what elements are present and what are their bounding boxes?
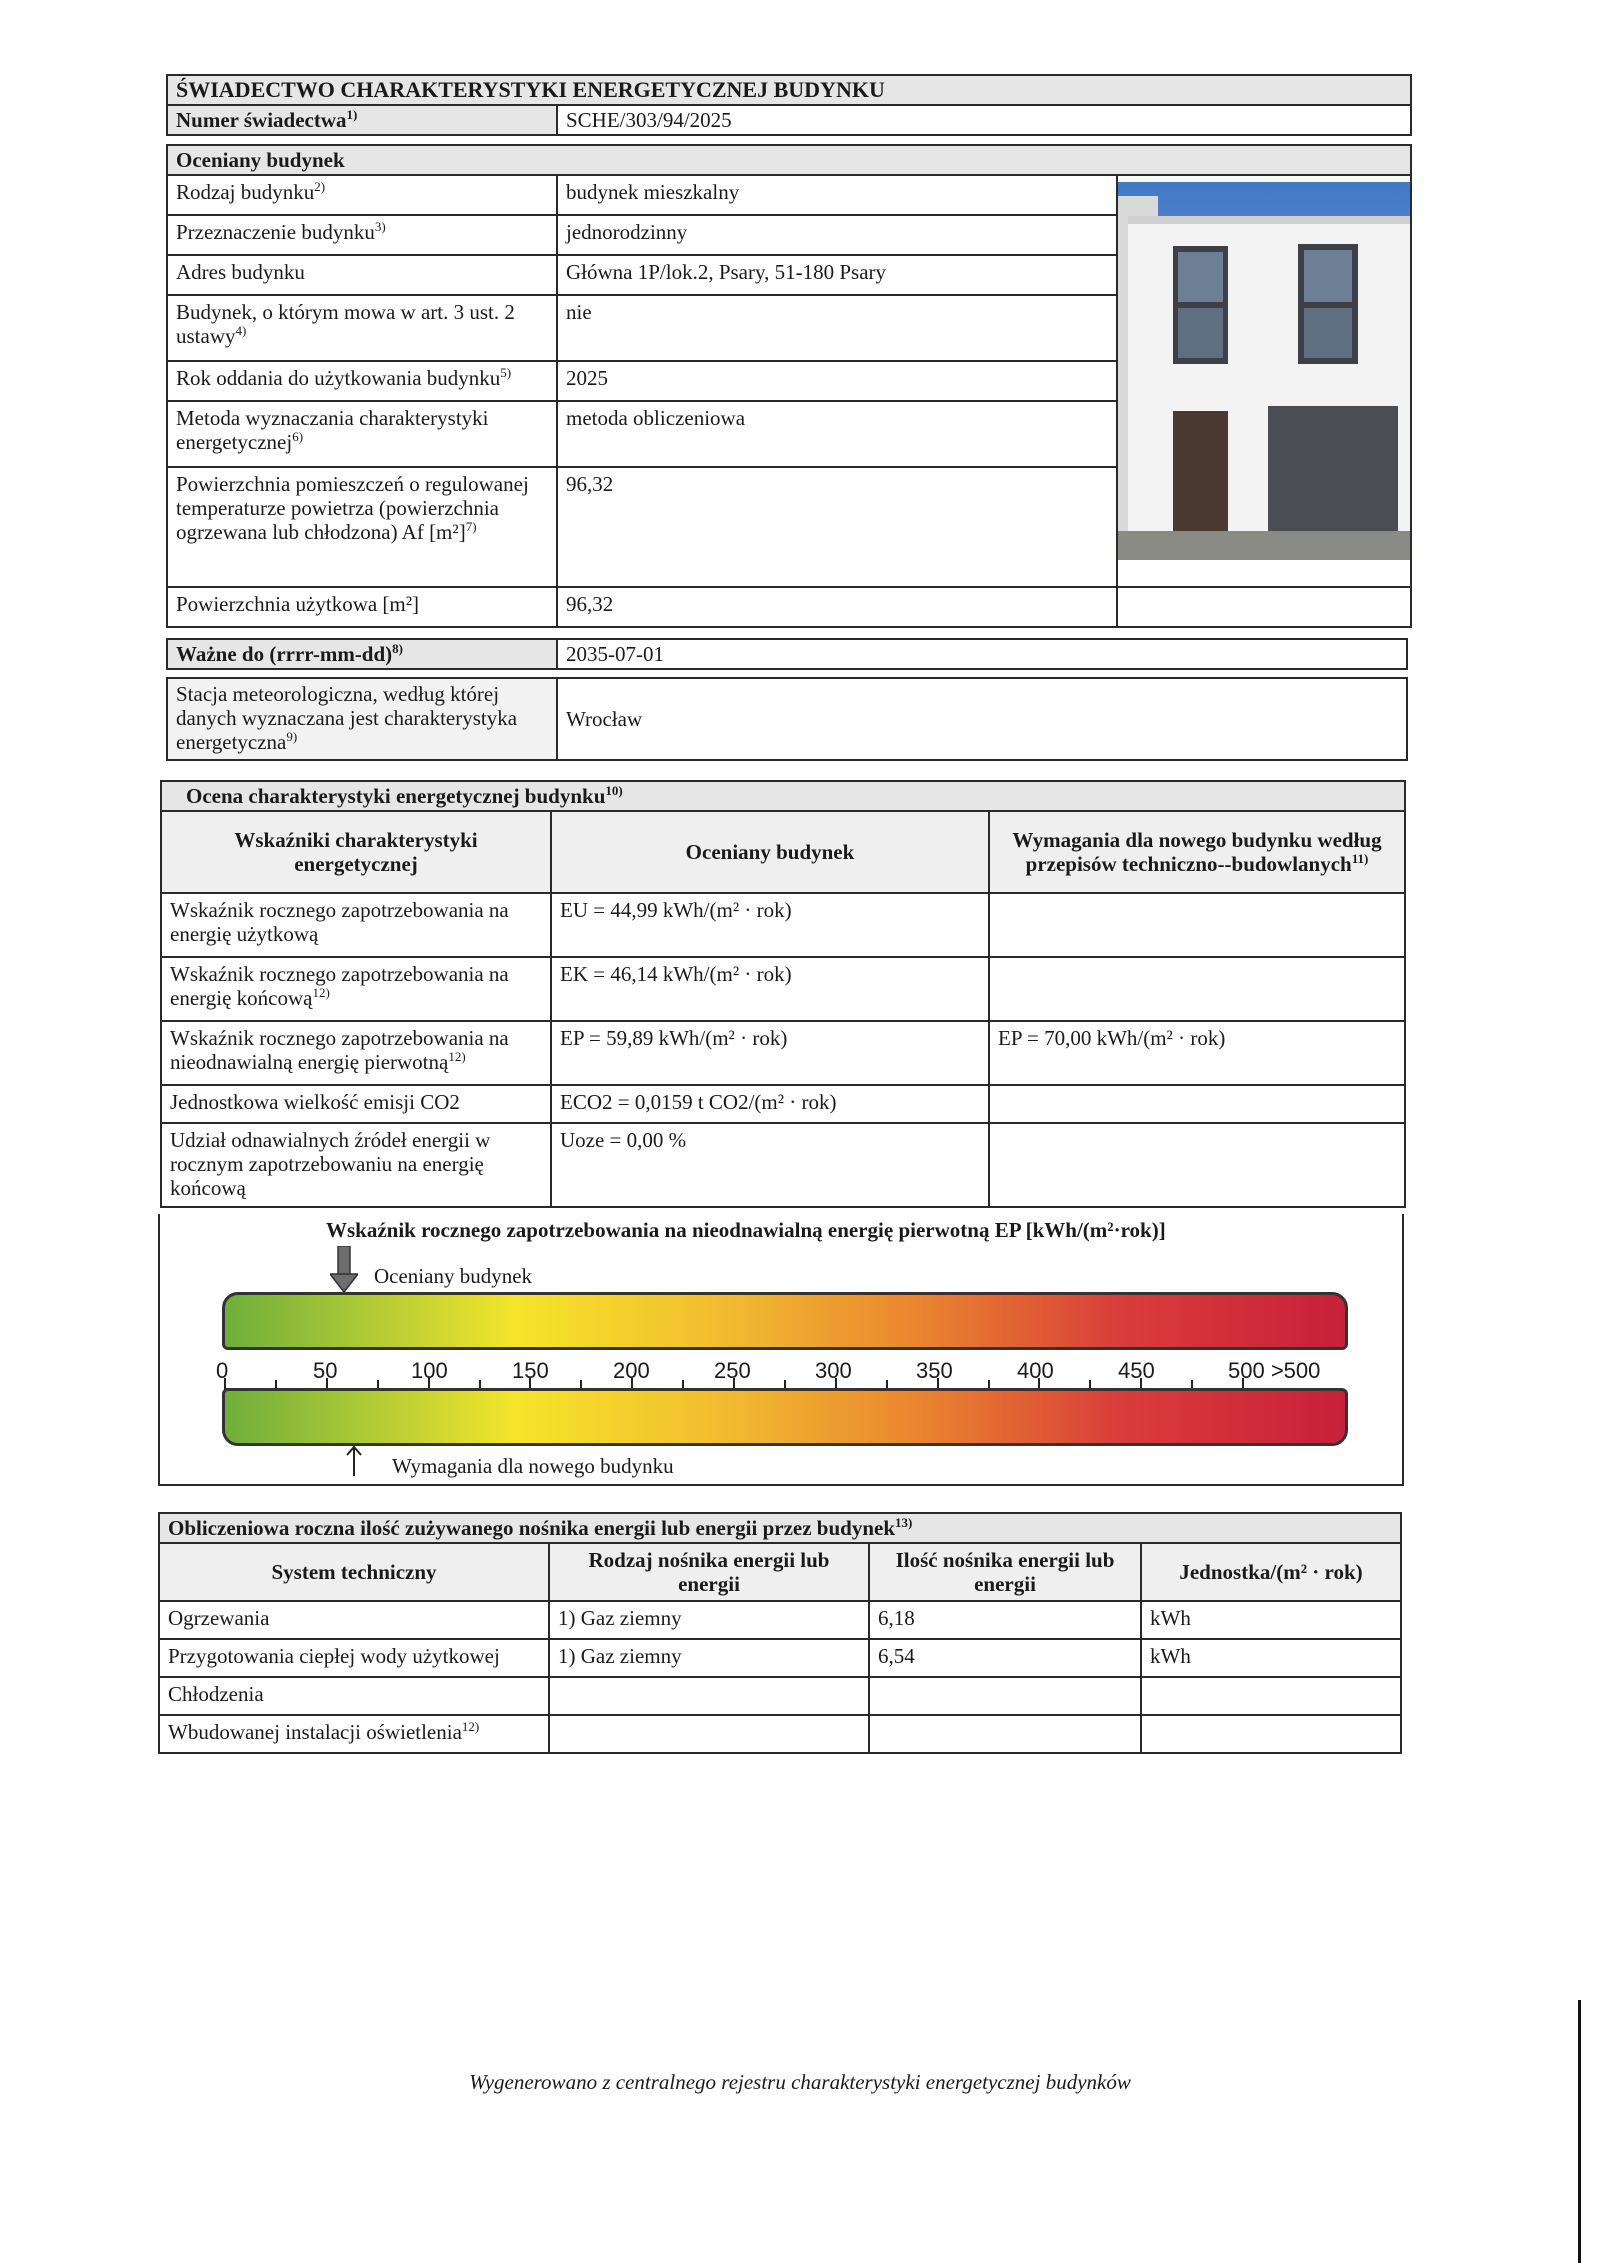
carrier-type: 1) Gaz ziemny bbox=[549, 1639, 869, 1677]
building-label: Budynek, o którym mowa w art. 3 ust. 2 ustawy$^{4)}$ bbox=[167, 295, 557, 361]
tick-label: 150 bbox=[512, 1358, 549, 1383]
building-value: 96,32 bbox=[557, 467, 1117, 587]
building-marker-label: Oceniany budynek bbox=[374, 1264, 533, 1288]
indicator-value: EK = 46,14 kWh/(m² · rok) bbox=[551, 957, 989, 1021]
indicator-requirement bbox=[989, 957, 1405, 1021]
certificate-number-label: Numer świadectwa$^{1)}$ bbox=[167, 105, 557, 135]
building-value: 2025 bbox=[557, 361, 1117, 401]
carriers-col-unit: Jednostka/(m² · rok) bbox=[1141, 1543, 1401, 1601]
indicator-requirement bbox=[989, 1085, 1405, 1123]
certificate-number-value: SCHE/303/94/2025 bbox=[557, 105, 1411, 135]
indicator-label: Jednostkowa wielkość emisji CO2 bbox=[161, 1085, 551, 1123]
building-label: Rok oddania do użytkowania budynku$^{5)}$ bbox=[167, 361, 557, 401]
requirement-marker-label: Wymagania dla nowego budynku bbox=[392, 1454, 674, 1478]
validity-table bbox=[166, 638, 1408, 670]
building-value: nie bbox=[557, 295, 1117, 361]
building-table bbox=[166, 144, 1412, 628]
scan-edge bbox=[1578, 2000, 1581, 2263]
tick-label: 200 bbox=[613, 1358, 650, 1383]
indicator-label: Wskaźnik rocznego zapotrzebowania na energię użytkową bbox=[161, 893, 551, 957]
carrier-system: Chłodzenia bbox=[159, 1677, 549, 1715]
certificate-header-table bbox=[166, 74, 1412, 136]
empty-cell bbox=[1117, 587, 1411, 627]
carrier-amount bbox=[869, 1677, 1141, 1715]
chart-title: Wskaźnik rocznego zapotrzebowania na nieodnawialną energię pierwotną EP [kWh/(m²·rok)] bbox=[326, 1218, 1166, 1242]
building-value: jednorodzinny bbox=[557, 215, 1117, 255]
tick-label: 0 bbox=[216, 1358, 229, 1383]
indicator-value: Uoze = 0,00 % bbox=[551, 1123, 989, 1207]
carrier-amount: 6,18 bbox=[869, 1601, 1141, 1639]
ep-bar-top bbox=[222, 1292, 1348, 1350]
carrier-type: 1) Gaz ziemny bbox=[549, 1601, 869, 1639]
carriers-col-amount: Ilość nośnika energii lub energii bbox=[869, 1543, 1141, 1601]
indicator-label: Udział odnawialnych źródeł energii w rocznym zapotrzebowaniu na energię końcową bbox=[161, 1123, 551, 1207]
building-photo-cell bbox=[1117, 175, 1411, 587]
tick-label: 450 bbox=[1118, 1358, 1155, 1383]
indicator-requirement bbox=[989, 893, 1405, 957]
carrier-system: Przygotowania ciepłej wody użytkowej bbox=[159, 1639, 549, 1677]
assessment-col-building: Oceniany budynek bbox=[551, 811, 989, 893]
tick-label: 350 bbox=[916, 1358, 953, 1383]
building-value: Główna 1P/lok.2, Psary, 51-180 Psary bbox=[557, 255, 1117, 295]
ep-bar-bottom bbox=[222, 1388, 1348, 1446]
building-label: Powierzchnia pomieszczeń o regulowanej temperaturze powietrza (powierzchnia ogrzewana lub chłodzona) Af $[m^2]^{7)}$ bbox=[167, 467, 557, 587]
tick-label: 500 >500 bbox=[1228, 1358, 1321, 1383]
building-label: Rodzaj budynku$^{2)}$ bbox=[167, 175, 557, 215]
building-label: Powierzchnia użytkowa [m²] bbox=[167, 587, 557, 627]
carrier-type bbox=[549, 1677, 869, 1715]
validity-value: 2035-07-01 bbox=[557, 639, 1407, 669]
indicator-value: ECO2 = 0,0159 t CO2/(m² · rok) bbox=[551, 1085, 989, 1123]
indicator-value: EU = 44,99 kWh/(m² · rok) bbox=[551, 893, 989, 957]
validity-label: Ważne do (rrrr-mm-dd)$^{8)}$ bbox=[167, 639, 557, 669]
building-label: Metoda wyznaczania charakterystyki energetycznej$^{6)}$ bbox=[167, 401, 557, 467]
indicator-label: Wskaźnik rocznego zapotrzebowania na energię końcową$^{12)}$ bbox=[161, 957, 551, 1021]
carrier-unit bbox=[1141, 1677, 1401, 1715]
assessment-col-indicators: Wskaźniki charakterystyki energetycznej bbox=[161, 811, 551, 893]
building-value: metoda obliczeniowa bbox=[557, 401, 1117, 467]
tick-label: 300 bbox=[815, 1358, 852, 1383]
building-value: budynek mieszkalny bbox=[557, 175, 1117, 215]
building-section-title: Oceniany budynek bbox=[167, 145, 1411, 175]
carrier-unit: kWh bbox=[1141, 1639, 1401, 1677]
tick-label: 400 bbox=[1017, 1358, 1054, 1383]
assessment-section-title: Ocena charakterystyki energetycznej budynku$^{10)}$ bbox=[161, 781, 1405, 811]
requirement-marker-icon bbox=[344, 1444, 364, 1481]
carrier-type bbox=[549, 1715, 869, 1753]
carrier-unit bbox=[1141, 1715, 1401, 1753]
station-label: Stacja meteorologiczna, według której danych wyznaczana jest charakterystyka energetyczna$^{9)}$ bbox=[167, 678, 557, 760]
indicator-requirement bbox=[989, 1123, 1405, 1207]
carriers-col-system: System techniczny bbox=[159, 1543, 549, 1601]
certificate-title: ŚWIADECTWO CHARAKTERYSTYKI ENERGETYCZNEJ BUDYNKU bbox=[167, 75, 1411, 105]
carrier-amount bbox=[869, 1715, 1141, 1753]
carrier-amount: 6,54 bbox=[869, 1639, 1141, 1677]
building-value: 96,32 bbox=[557, 587, 1117, 627]
assessment-col-requirements: Wymagania dla nowego budynku według przepisów techniczno--budowlanych$^{11)}$ bbox=[989, 811, 1405, 893]
tick-label: 50 bbox=[313, 1358, 338, 1383]
building-label: Adres budynku bbox=[167, 255, 557, 295]
indicator-label: Wskaźnik rocznego zapotrzebowania na nieodnawialną energię pierwotną$^{12)}$ bbox=[161, 1021, 551, 1085]
indicator-requirement: EP = 70,00 kWh/(m² · rok) bbox=[989, 1021, 1405, 1085]
carrier-unit: kWh bbox=[1141, 1601, 1401, 1639]
station-value: Wrocław bbox=[557, 678, 1407, 760]
carriers-table bbox=[158, 1512, 1402, 1754]
house-photo-icon bbox=[1118, 176, 1410, 560]
assessment-table bbox=[160, 780, 1406, 1208]
tick-label: 250 bbox=[714, 1358, 751, 1383]
carriers-section-title: Obliczeniowa roczna ilość zużywanego nośnika energii lub energii przez budynek$^{13)}$ bbox=[159, 1513, 1401, 1543]
footer-text: Wygenerowano z centralnego rejestru charakterystyki energetycznej budynków bbox=[469, 2070, 1131, 2094]
tick-label: 100 bbox=[411, 1358, 448, 1383]
carriers-col-type: Rodzaj nośnika energii lub energii bbox=[549, 1543, 869, 1601]
building-label: Przeznaczenie budynku$^{3)}$ bbox=[167, 215, 557, 255]
indicator-value: EP = 59,89 kWh/(m² · rok) bbox=[551, 1021, 989, 1085]
carrier-system: Ogrzewania bbox=[159, 1601, 549, 1639]
station-table bbox=[166, 677, 1408, 761]
carrier-system: Wbudowanej instalacji oświetlenia$^{12)}$ bbox=[159, 1715, 549, 1753]
